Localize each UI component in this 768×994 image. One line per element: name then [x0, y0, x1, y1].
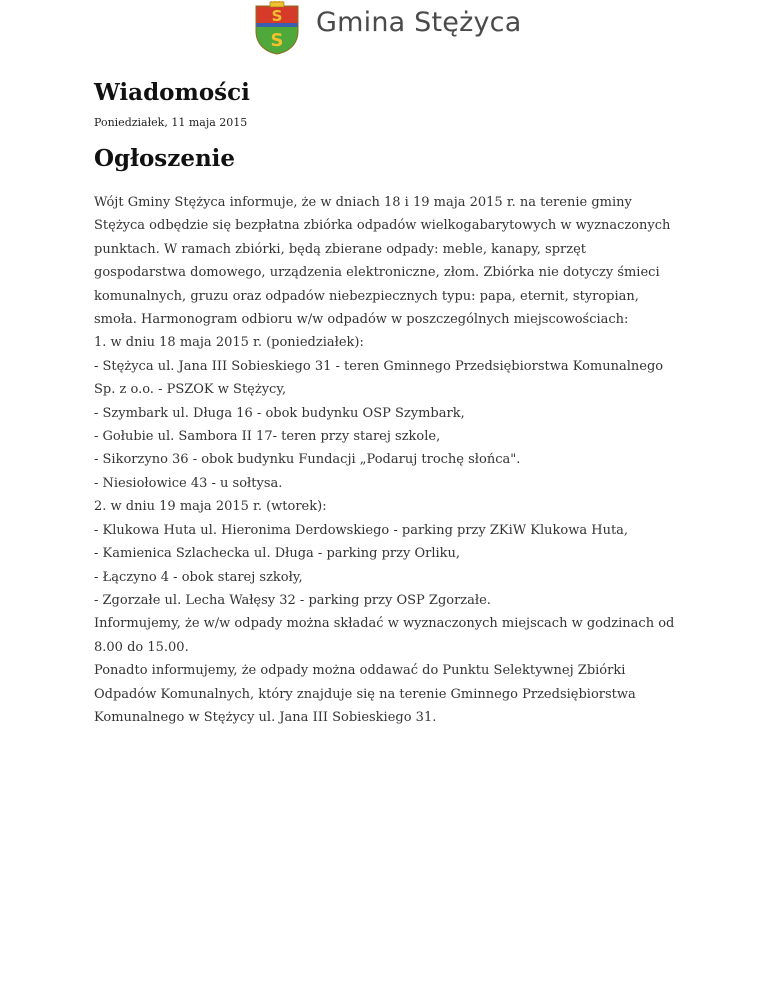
article-paragraph: - Stężyca ul. Jana III Sobieskiego 31 - teren Gminnego Przedsiębiorstwa Komunalnego Sp. z o.o. - PSZOK w Stężycy,: [94, 358, 664, 398]
article-body: [94, 191, 682, 729]
article-paragraph: - Szymbark ul. Długa 16 - obok budynku OSP Szymbark,: [94, 405, 465, 421]
article-title: Ogłoszenie: [94, 145, 236, 172]
article-paragraph: - Łączyno 4 - obok starej szkoły,: [94, 569, 303, 585]
article-paragraph: 2. w dniu 19 maja 2015 r. (wtorek):: [94, 499, 327, 515]
site-header: [254, 0, 521, 56]
svg-text:S: S: [270, 30, 284, 51]
article-paragraph: - Klukowa Huta ul. Hieronima Derdowskiego - parking przy ZKiW Klukowa Huta,: [94, 522, 629, 538]
section-title: Wiadomości: [94, 79, 250, 106]
main-content: [94, 78, 682, 729]
article-paragraph: - Zgorzałe ul. Lecha Wałęsy 32 - parking przy OSP Zgorzałe.: [94, 592, 491, 608]
article-paragraph: - Gołubie ul. Sambora II 17- teren przy starej szkole,: [94, 429, 441, 445]
svg-text:S: S: [271, 7, 283, 25]
article-paragraph: Informujemy, że w/w odpady można składać w wyznaczonych miejscach w godzinach od 8.00 do 15.00.: [94, 616, 675, 655]
article-paragraph: - Kamienica Szlachecka ul. Długa - parking przy Orliku,: [94, 546, 461, 562]
article-paragraph: Ponadto informujemy, że odpady można oddawać do Punktu Selektywnej Zbiórki Odpadów Komunalnych, który znajduje się na terenie Gminnego Przedsiębiorstwa Komunalnego w Stężycy ul. Jana III Sobieskiego 31.: [94, 663, 636, 725]
article-date: Poniedziałek, 11 maja 2015: [94, 116, 248, 129]
coat-of-arms-icon[interactable]: [254, 1, 300, 55]
site-brand-name[interactable]: Gmina Stężyca: [316, 7, 522, 38]
article-paragraph: - Sikorzyno 36 - obok budynku Fundacji „Podaruj trochę słońca".: [94, 452, 521, 468]
article-paragraph: Wójt Gminy Stężyca informuje, że w dniach 18 i 19 maja 2015 r. na terenie gminy Stężyca odbędzie się bezpłatna zbiórka odpadów wielkogabarytowych w wyznaczonych punktach. W ramach zbiórki, będą zbierane odpady: meble, kanapy, sprzęt gospodarstwa domowego, urządzenia elektroniczne, złom. Zbiórka nie dotyczy śmieci komunalnych, gruzu oraz odpadów niebezpiecznych typu: papa, eternit, styropian, smoła. Harmonogram odbioru w/w odpadów w poszczególnych miejscowościach:: [94, 195, 671, 328]
article-paragraph: 1. w dniu 18 maja 2015 r. (poniedziałek):: [94, 335, 364, 351]
article-paragraph: - Niesiołowice 43 - u sołtysa.: [94, 475, 283, 491]
